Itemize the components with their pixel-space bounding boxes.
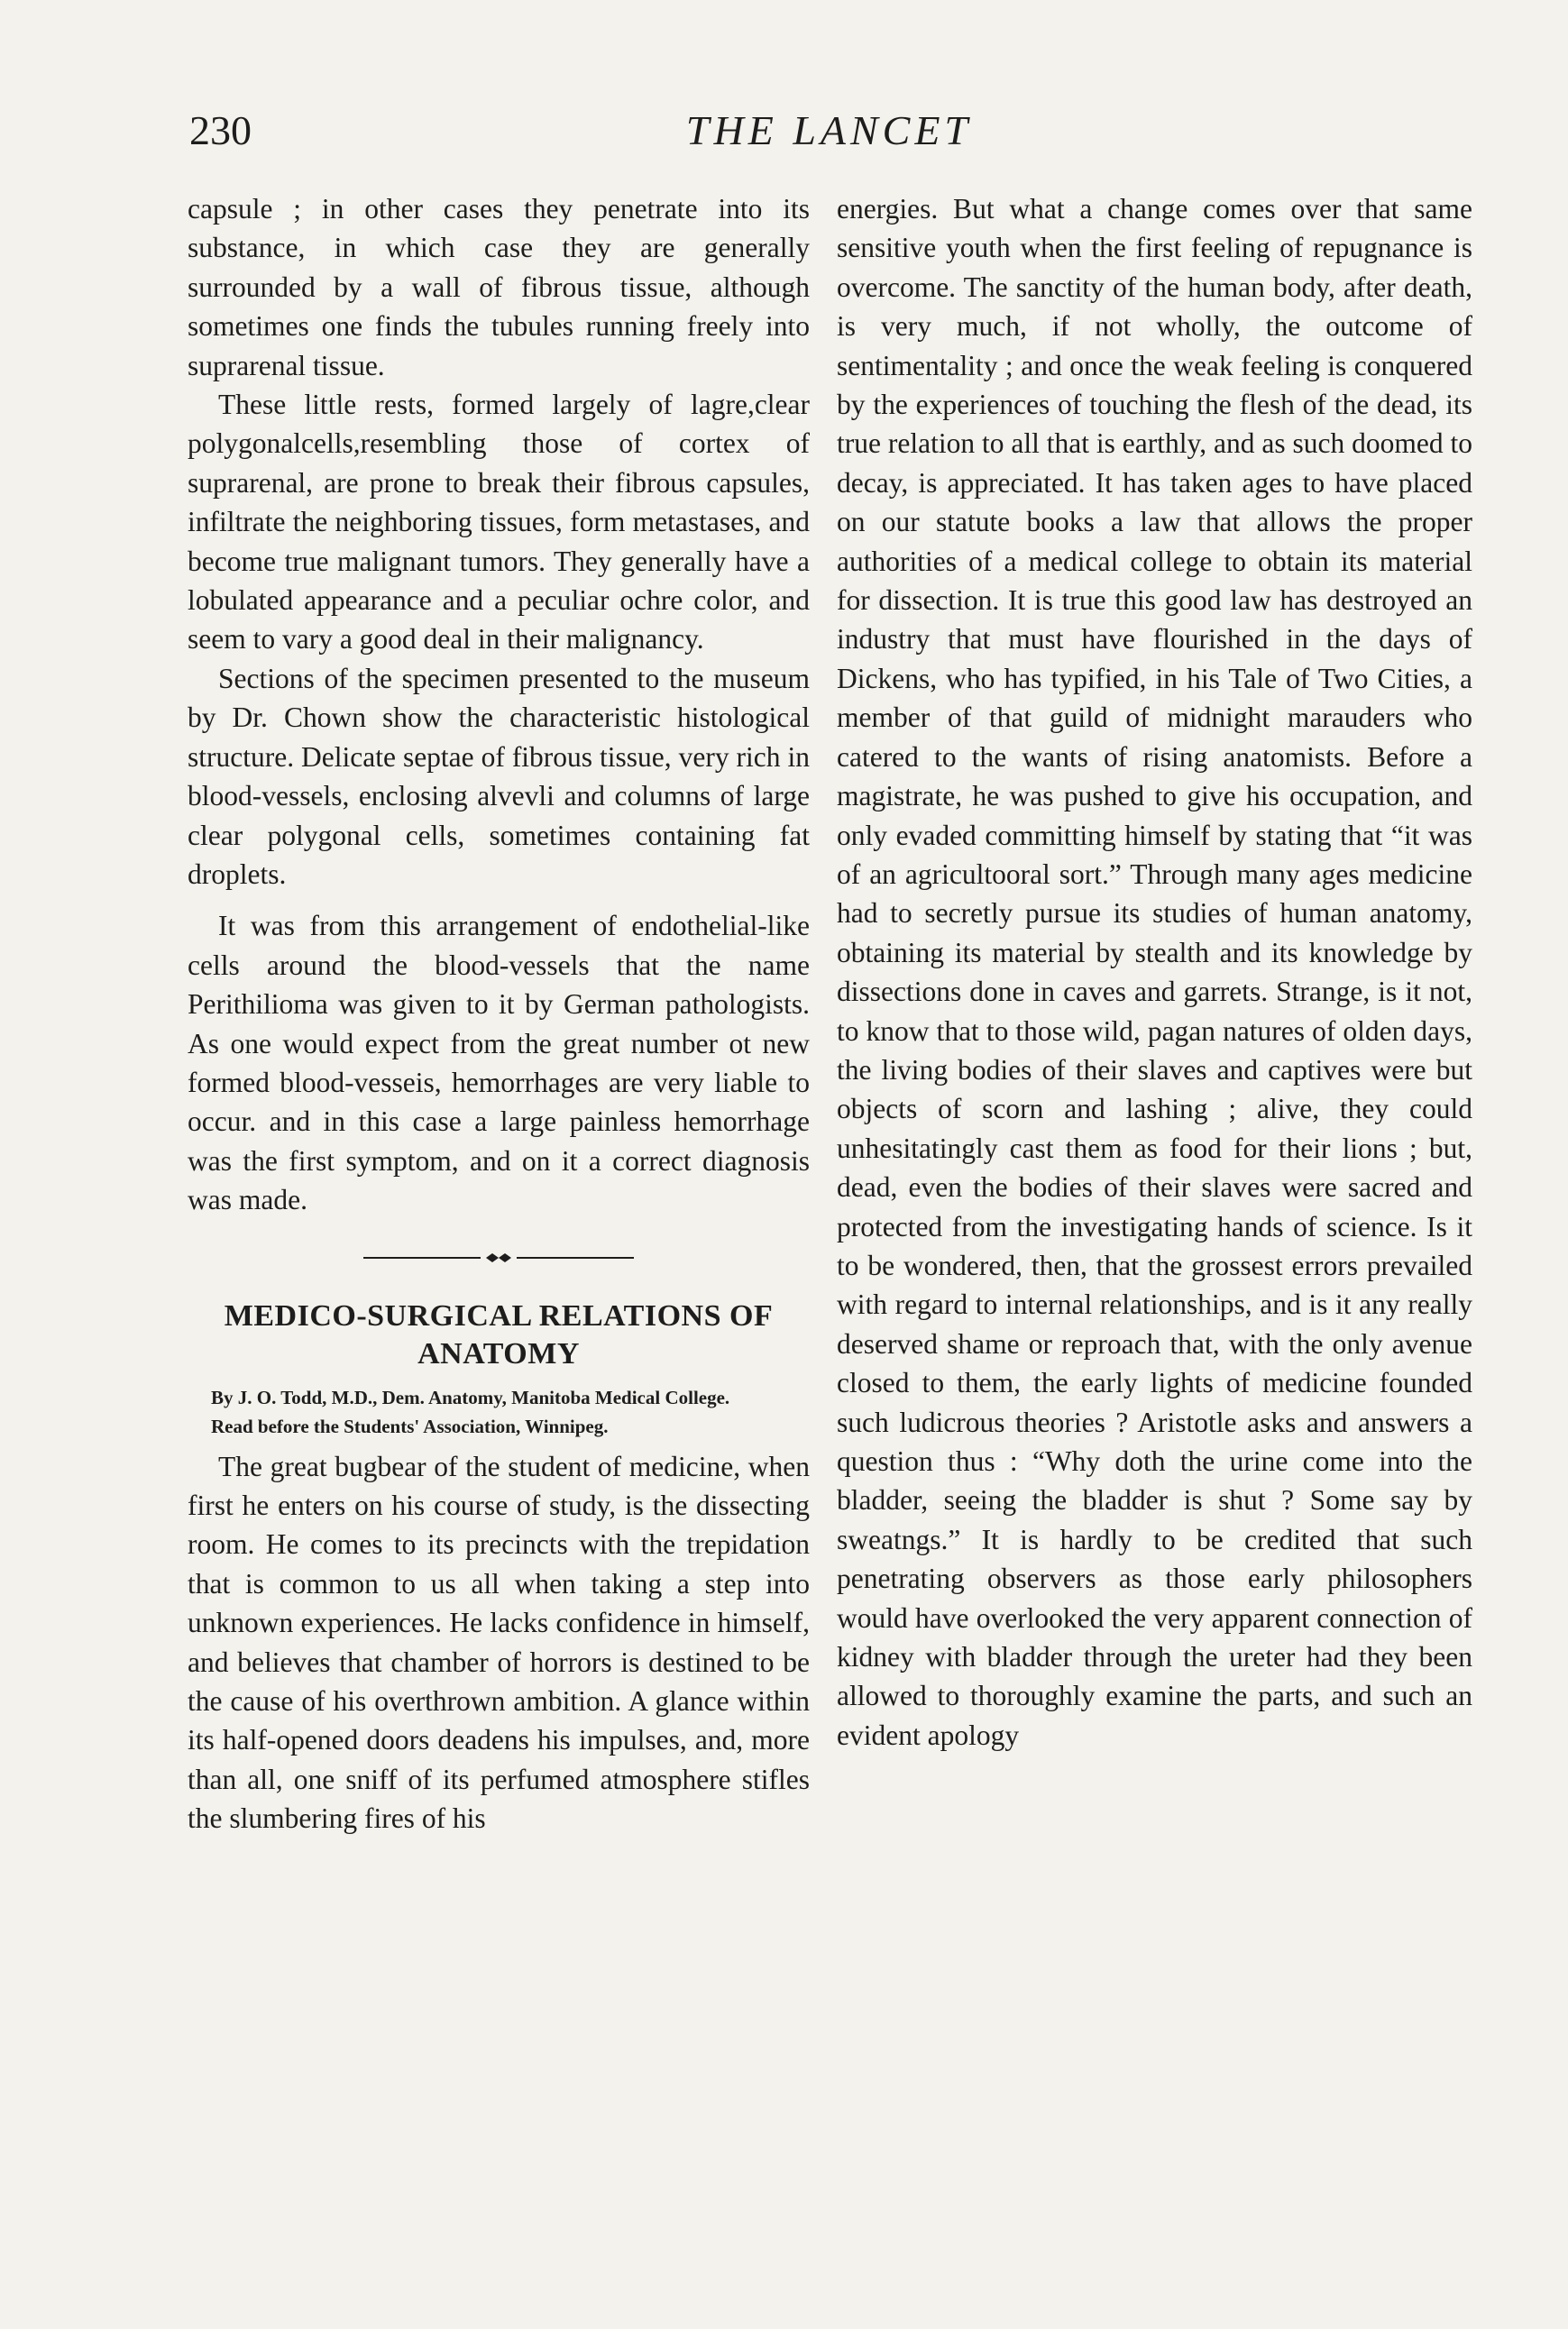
divider-line-left (363, 1257, 481, 1259)
byline: By J. O. Todd, M.D., Dem. Anatomy, Manitoba Medical College. (211, 1386, 730, 1408)
page-number: 230 (189, 107, 252, 153)
article-title (188, 1297, 810, 1373)
paragraph: The great bugbear of the student of medicine, when first he enters on his course of study, is the dissecting room. He comes to its precincts with the trepidation that is common to us all when taking a step into unknown experiences. He lacks confidence in himself, and believes that chamber of horrors is destined to be the cause of his overthrown ambition. A glance within its half-opened doors deadens his impulses, and, more than all, one sniff of its perfumed atmosphere stifles the slumbering fires of his (188, 1450, 810, 1835)
paragraph: It was from this arrangement of endothelial-like cells around the blood-vessels that the name Perithilioma was given to it by German pathologists. As one would expect from the great number ot new formed blood-vesseis, hemorrhages are very liable to occur. and in this case a large painless hemorrhage was the first symptom, and on it a correct diagnosis was made. (188, 910, 810, 1216)
left-column (188, 189, 810, 1838)
running-title: THE LANCET (685, 107, 973, 153)
diamond-ornament-icon (486, 1249, 511, 1267)
divider-line-right (517, 1257, 634, 1259)
article-title-line1: MEDICO-SURGICAL RELATIONS OF (224, 1298, 774, 1333)
byline-note: Read before the Students' Association, Winnipeg. (211, 1415, 609, 1437)
section-divider (363, 1249, 634, 1267)
paragraph: Sections of the specimen presented to the museum by Dr. Chown show the characteristic histological structure. Delicate septae of fibrous tissue, very rich in blood-vessels, enclosing alvevli and columns of large clear polygonal cells, sometimes containing fat droplets. (188, 662, 810, 890)
page-header (189, 106, 1469, 179)
paragraph: capsule ; in other cases they penetrate into its substance, in which case they are generally surrounded by a wall of fibrous tissue, although sometimes one finds the tubules running freely into suprarenal tissue. (188, 193, 810, 381)
right-column (837, 189, 1472, 1755)
article-title-line2: ANATOMY (417, 1336, 580, 1371)
paragraph: These little rests, formed largely of lagre,clear polygonalcells,resembling those of cortex of suprarenal, are prone to break their fibrous capsules, infiltrate the neighboring tissues, form metastases, and become true malignant tumors. They generally have a lobulated appearance and a peculiar ochre color, and seem to vary a good deal in their malignancy. (188, 389, 810, 656)
paragraph: energies. But what a change comes over that same sensitive youth when the first feeling of repugnance is overcome. The sanctity of the human body, after death, is very much, if not wholly, the outcome of sentimentality ; and once the weak feeling is conquered by the experiences of touching the flesh of the dead, its true relation to all that is earthly, and as such doomed to decay, is appreciated. It has taken ages to have placed on our statute books a law that allows the proper authorities of a medical college to obtain its material for dissection. It is true this good law has destroyed an industry that must have flourished in the days of Dickens, who has typified, in his Tale of Two Cities, a member of that guild of midnight marauders who catered to the wants of rising anatomists. Before a magistrate, he was pushed to give his occupation, and only evaded committing himself by stating that “it was of an agricultooral sort.” Through many ages medicine had to secretly pursue its studies of human anatomy, obtaining its material by stealth and its knowledge by dissections done in caves and garrets. Strange, is it not, to know that to those wild, pagan natures of olden days, the living bodies of their slaves and captives were but objects of scorn and lashing ; alive, they could unhesitatingly cast them as food for their lions ; but, dead, even the bodies of their slaves were sacred and protected from the investigating hands of science. Is it to be wondered, then, that the grossest errors prevailed with regard to internal relationships, and is it any really deserved shame or reproach that, with the only avenue closed to them, the early lights of medicine founded such ludicrous theories ? Aristotle asks and answers a question thus : “Why doth the urine come into the bladder, seeing the bladder is shut ? Some say by sweatngs.” It is hardly to be credited that such penetrating observers as those early philosophers would have overlooked the very apparent connection of kidney with bladder through the ureter had they been allowed to thoroughly examine the parts, and such an evident apology (837, 193, 1472, 1751)
